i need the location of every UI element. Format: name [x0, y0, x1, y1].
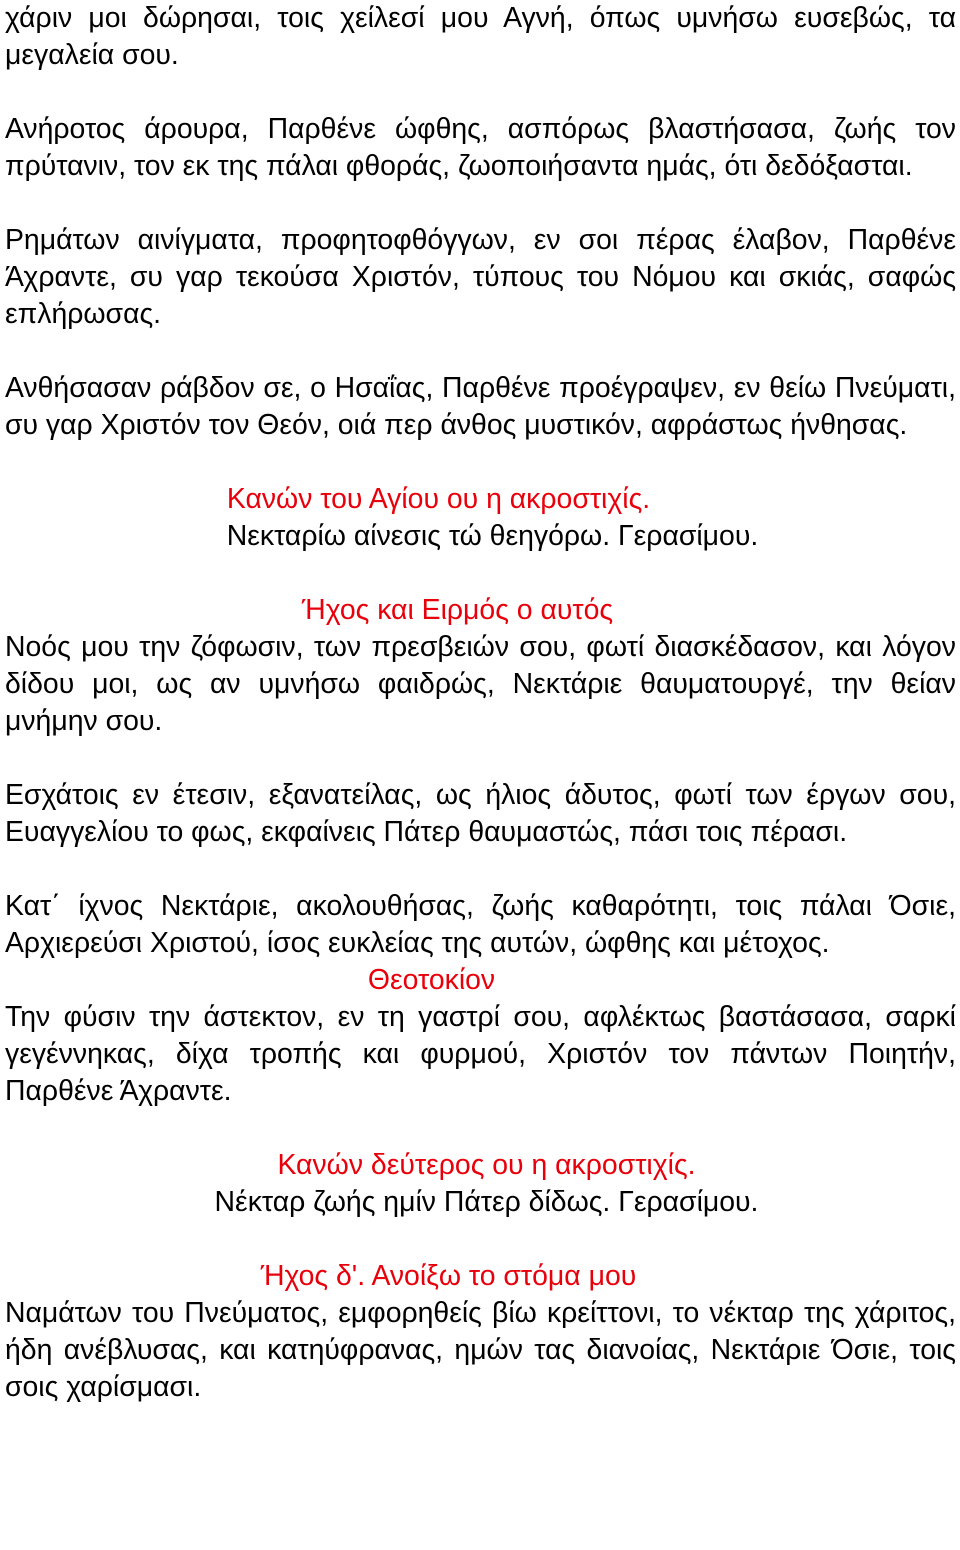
paragraph-troparion-7: Ναμάτων του Πνεύματος, εμφορηθείς βίω κρείττονι, το νέκταρ της χάριτος, ήδη ανέβλυσας, και κατηύφρανας, ημών τας διανοίας, Νεκτάριε Όσιε, τοις σοις χαρίσμασι. [5, 1297, 956, 1403]
theotokion-heading: Θεοτοκίον [367, 964, 496, 996]
second-acrostic-line: Νέκταρ ζωής ημίν Πάτερ δίδως. Γερασίμου. [214, 1186, 759, 1218]
second-tone-heading: Ήχος δ'. Ανοίξω το στόμα μου [260, 1260, 637, 1292]
second-canon-heading: Κανών δεύτερος ου η ακροστιχίς. [277, 1149, 696, 1181]
paragraph-continuation: χάριν μοι δώρησαι, τοις χείλεσί μου Αγνή, όπως υμνήσω ευσεβώς, τα μεγαλεία σου. [5, 2, 956, 71]
paragraph-troparion-4: Νοός μου την ζόφωσιν, των πρεσβειών σου, φωτί διασκέδασον, και λόγον δίδου μοι, ως αν υμνήσω φαιδρώς, Νεκτάριε θαυματουργέ, την θείαν μνήμην σου. [5, 631, 956, 737]
paragraph-troparion-3: Ανθήσασαν ράβδον σε, ο Ησαΐας, Παρθένε προέγραψεν, εν θείω Πνεύματι, συ γαρ Χριστόν τον Θεόν, οιά περ άνθος μυστικόν, αφράστως ήνθησας. [5, 372, 956, 441]
canon-heading: Κανών του Αγίου ου η ακροστιχίς. [226, 483, 651, 515]
paragraph-troparion-2: Ρημάτων αινίγματα, προφητοφθόγγων, εν σοι πέρας έλαβον, Παρθένε Άχραντε, συ γαρ τεκούσα Χριστόν, τύπους του Νόμου και σκιάς, σαφώς επλήρωσας. [5, 224, 956, 330]
document-page [5, 0, 956, 1406]
paragraph-troparion-1: Ανήροτος άρουρα, Παρθένε ώφθης, ασπόρως βλαστήσασα, ζωής τον πρύτανιν, τον εκ της πάλαι φθοράς, ζωοποιήσαντα ημάς, ότι δεδόξασται. [5, 113, 956, 182]
paragraph-theotokion: Την φύσιν την άστεκτον, εν τη γαστρί σου, αφλέκτως βαστάσασα, σαρκί γεγέννηκας, δίχα τροπής και φυρμού, Χριστόν τον πάντων Ποιητήν, Παρθένε Άχραντε. [5, 1001, 956, 1107]
acrostic-line: Νεκταρίω αίνεσις τώ θεηγόρω. Γερασίμου. [226, 520, 759, 552]
paragraph-troparion-5: Εσχάτοις εν έτεσιν, εξανατείλας, ως ήλιος άδυτος, φωτί των έργων σου, Ευαγγελίου το φως, εκφαίνεις Πάτερ θαυμαστώς, πάσι τοις πέρασι. [5, 779, 956, 848]
tone-heading: Ήχος και Ειρμός ο αυτός [301, 594, 614, 626]
paragraph-troparion-6: Κατ΄ ίχνος Νεκτάριε, ακολουθήσας, ζωής καθαρότητι, τοις πάλαι Όσιε, Αρχιερεύσι Χριστού, ίσος ευκλείας της αυτών, ώφθης και μέτοχος. [5, 890, 956, 959]
